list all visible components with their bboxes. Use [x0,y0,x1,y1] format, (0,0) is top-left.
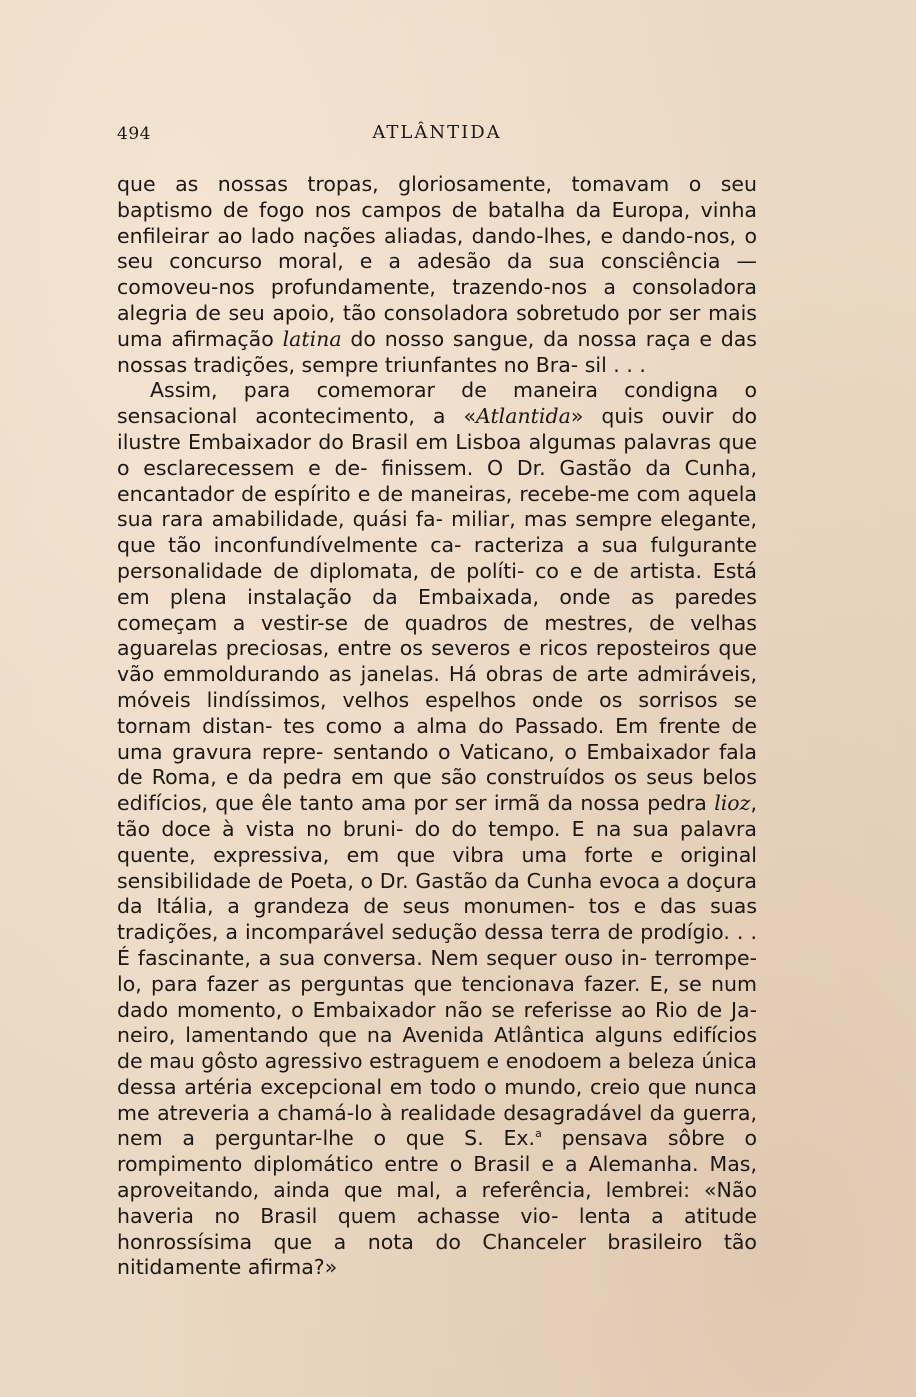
text-line: paredes começam a vestir-se de quadros de mestres, de velhas [117,584,757,635]
text-line: do nosso sangue, [341,326,535,351]
text-line: racteriza a sua fulgurante personalidade de diplomata, de políti- [117,533,758,583]
text-line: tão nitidamente afirma?» [117,1229,757,1280]
text-line: maneiras, recebe-me com aquela sua rara amabilidade, quási fa- [117,481,757,532]
text-line: o Brasil e a Alemanha. Mas, aproveitando, ainda que mal, a [117,1152,757,1203]
text-line: nações aliadas, dando-lhes, e dando-nos, o seu concurso moral, [117,223,757,274]
text-line: co e de artista. Está em plena instalação da Embaixada, onde as [117,558,757,609]
text-line: lenta a atitude honrossísima que a nota do Chanceler brasileiro [117,1203,757,1254]
text-line: do do tempo. E na sua palavra quente, expressiva, em que vibra [117,816,757,867]
text-line: tes como a alma do Passado. Em frente de uma gravura repre- [117,713,757,764]
italic-word: lioz [714,791,751,816]
text-line: aguarelas preciosas, entre os severos e ricos reposteiros que [117,636,757,661]
text-line: do Brasil em Lisboa algumas palavras que o esclarecessem e de- [117,429,757,480]
body-text [117,172,757,1281]
running-head [117,118,757,148]
text-line: excepcional em todo o mundo, creio que nunca me atreveria a [117,1074,757,1125]
book-page [117,118,757,1281]
text-line: lindíssimos, velhos espelhos onde os sorrisos se tornam distan- [117,687,757,738]
text-line: gôsto agressivo estraguem e enodoem a beleza única dessa artéria [117,1049,757,1099]
italic-word: Atlantida [476,404,571,429]
text-line: sil . . . [584,352,646,377]
text-line: finissem. O Dr. Gastão da Cunha, encantador de espírito e de [117,455,757,506]
text-line: o que S. Ex. [373,1126,536,1151]
text-line: uma forte e original sensibilidade de Poeta, o Dr. Gastão da [117,842,757,893]
text-line: acontecimento, a « [255,404,476,429]
text-line: miliar, mas sempre elegante, que tão inconfundívelmente ca- [117,507,757,558]
text-line: fogo nos campos de batalha da Europa, vinha enfileirar ao lado [117,197,757,248]
text-line: sobretudo por ser mais uma afirmação [117,300,757,351]
text-line: » quis ouvir do ilustre Embaixador [117,404,757,454]
text-line: que as nossas tropas, gloriosamente, tomavam o seu baptismo de [117,172,757,222]
superscript: a [535,1127,542,1141]
text-line: neiro, lamentando que na Avenida Atlântica alguns edifícios de mau [117,1023,757,1074]
text-line: pensava sôbre o rompimento diplomático entre [117,1126,757,1177]
text-line: tos e das suas tradições, a incomparável sedução dessa terra de [117,894,758,945]
paragraph-2 [117,378,757,1281]
text-line: em que são construídos os seus belos edifícios, que êle tanto [117,765,757,816]
paragraph-1 [117,172,757,378]
text-line: num dado momento, o Embaixador não se referisse ao Rio de Ja- [117,971,757,1022]
text-line: , tão doce à vista no bruni- [117,791,757,841]
text-line: da nossa raça e das nossas tradições, sempre triunfantes no Bra- [117,326,757,377]
text-line: vão emmoldurando as janelas. Há obras de arte admiráveis, móveis [117,662,757,712]
text-line: prodígio. . . É fascinante, a sua conversa. Nem sequer ouso in- [117,920,757,970]
text-line: trazendo-nos a consoladora alegria de seu apoio, tão consoladora [117,275,757,325]
text-line: terrompe-lo, para fazer as perguntas que tencionava fazer. E, se [117,945,757,996]
text-line: Assim, para comemorar de maneira condigna o sensacional [117,378,757,429]
text-line: ama por ser irmã da nossa pedra [361,791,715,816]
text-line: e a adesão da sua consciência — comoveu-nos profundamente, [117,249,757,300]
text-line: referência, lembrei: «Não haveria no Brasil quem achasse vio- [117,1178,757,1228]
journal-title: ATLÂNTIDA [372,122,502,143]
text-line: Cunha evoca a doçura da Itália, a grandeza de seus monumen- [117,868,757,919]
text-line: sentando o Vaticano, o Embaixador fala de Roma, e da pedra [117,739,757,790]
text-line: chamá-lo à realidade desagradável da guerra, nem a perguntar-lhe [117,1100,757,1151]
page-number: 494 [117,124,151,144]
italic-word: latina [282,326,342,351]
